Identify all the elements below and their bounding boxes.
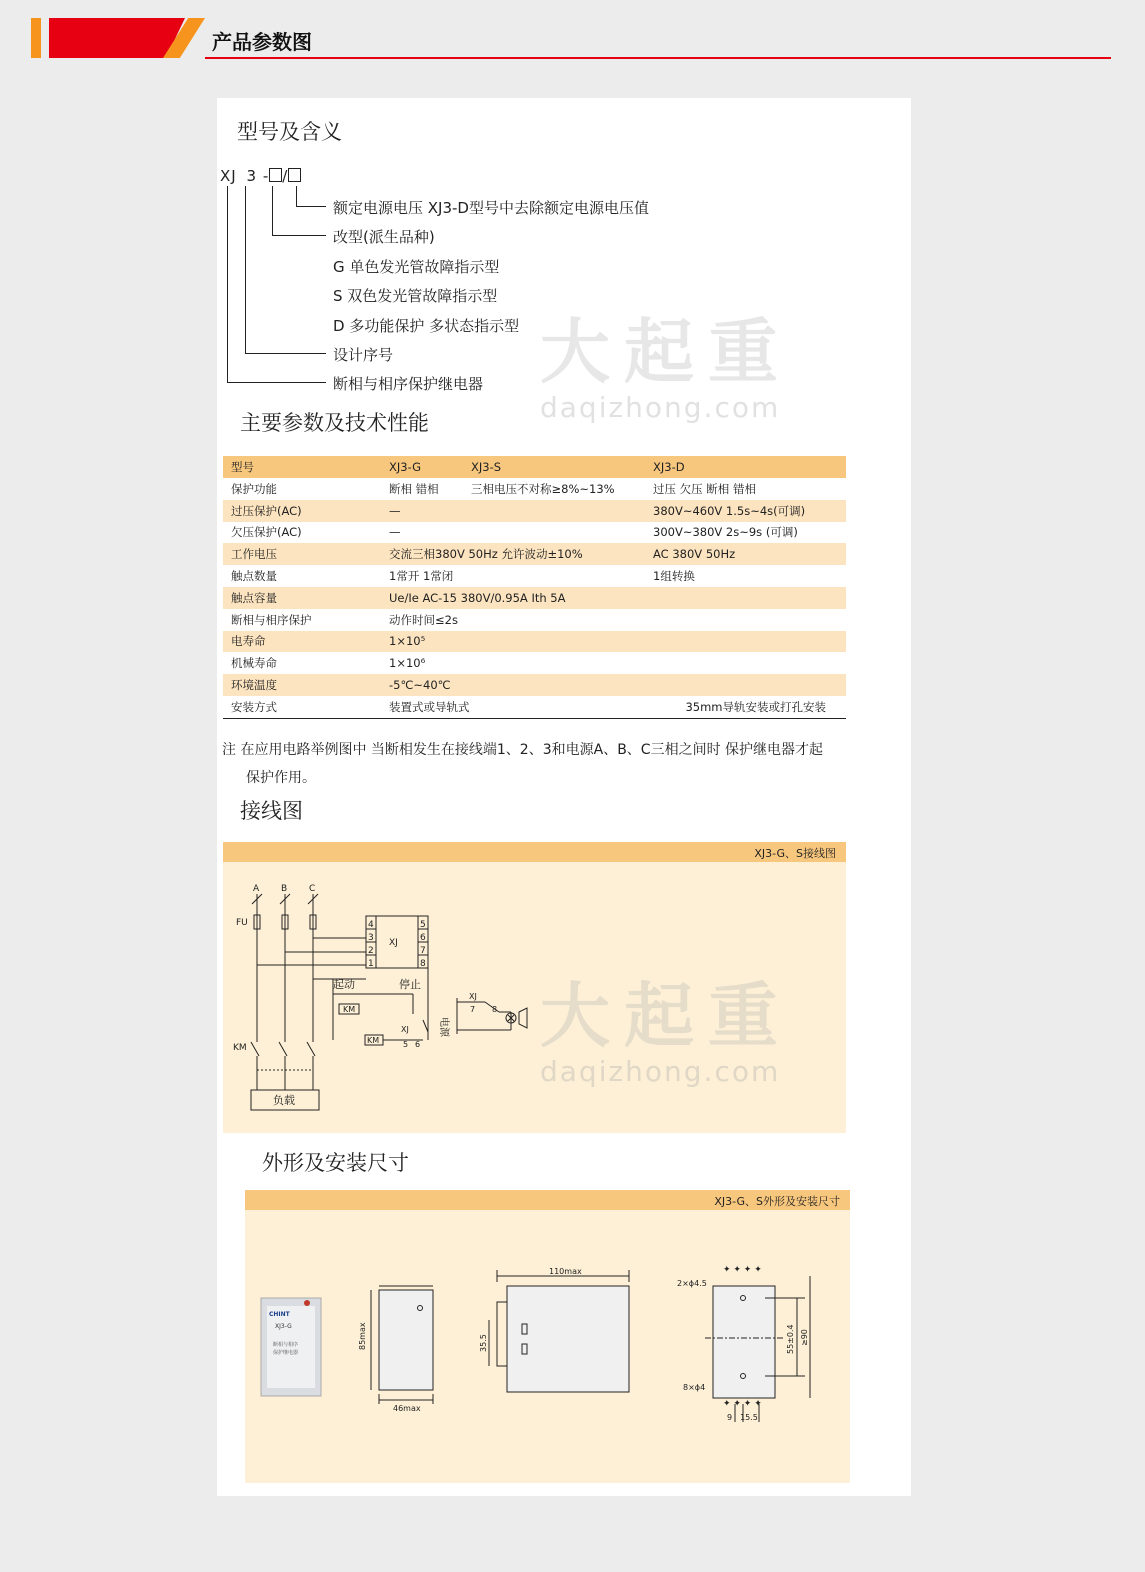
page-title: 产品参数图 [212,30,312,54]
table-cell [463,500,645,522]
dim-90: ≥90 [800,1329,809,1346]
table-row [223,631,846,653]
table-cell: Ue/Ie AC-15 380V/0.95A Ith 5A [381,587,846,609]
table-cell: -5℃~40℃ [381,674,846,696]
bracket-line [272,235,326,236]
xj-terminal-5: 5 [403,1040,409,1049]
dimensions-caption: XJ3-G、S外形及安装尺寸 [714,1195,840,1208]
dimensions-drawing [245,1190,850,1483]
dim-55: 55±0.4 [786,1324,795,1354]
parameter-table [223,456,846,719]
table-cell: 保护功能 [231,481,277,496]
product-model: XJ3-G [275,1323,292,1330]
xj-terminal-6: 6 [415,1040,421,1049]
xj-pin-label: 6 [420,933,426,943]
table-cell: 机械寿命 [231,656,277,671]
product-brand: CHINT [269,1311,290,1318]
product-desc-1: 断相与相序 [273,1342,299,1348]
table-cell: 交流三相380V 50Hz 允许波动±10% [381,543,645,565]
table-cell: 1组转换 [653,569,695,584]
svg-text:✦ ✦ ✦ ✦: ✦ ✦ ✦ ✦ [723,1399,762,1409]
wiring-diagram [223,842,846,1133]
table-row [223,565,846,587]
table-header-cell: XJ3-S [463,456,645,478]
svg-text:✦ ✦ ✦ ✦: ✦ ✦ ✦ ✦ [723,1265,762,1275]
bracket-line [296,206,326,207]
header-accent-red [49,18,185,58]
xj-pin-label: 8 [420,959,426,969]
xj-pin-label: 4 [368,920,374,930]
table-cell: 过压 欠压 断相 错相 [653,481,756,496]
watermark-cn: 大起重 [540,975,792,1057]
model-code-box-2 [288,168,301,182]
watermark-en: daqizhong.com [540,391,781,424]
table-cell: 装置式或导轨式 [381,696,645,718]
table-row [223,587,846,609]
xj-pin-label: 3 [368,933,374,943]
model-code-dash: - [262,167,270,185]
km-coil-label: KM [367,1036,380,1045]
model-code-number: 3 [246,167,258,185]
bracket-line [227,382,326,383]
table-cell: 环境温度 [223,674,381,696]
model-code-box-1 [269,168,282,182]
model-label: D 多功能保护 多状态指示型 [333,317,520,335]
note-line-1: 注 在应用电路举例图中 当断相发生在接线端1、2、3和电源A、B、C三相之间时 保护继电器才起 [222,742,824,758]
table-header-row [223,456,846,478]
table-cell: 三相电压不对称≥8%~13% [471,481,615,496]
table-header-cell: XJ3-G [381,456,463,478]
table-cell: 380V~460V 1.5s~4s(可调) [645,500,846,522]
xj-pin-label: 7 [420,946,426,956]
dim-hole-2: 2×ϕ4.5 [677,1279,707,1288]
table-cell: 电寿命 [223,631,381,653]
bracket-line [245,353,326,354]
wiring-diagram-caption: XJ3-G、S接线图 [754,847,836,860]
xj-contact-label: XJ [401,1025,409,1034]
xj-label: XJ [389,938,398,948]
table-cell: — [381,500,463,522]
wiring-schematic [223,842,846,1133]
table-row [223,652,846,674]
header-accent-orange [31,18,41,58]
dim-85max: 85max [358,1322,367,1350]
section-title-model: 型号及含义 [237,120,342,144]
table-cell: 300V~380V 2s~9s (可调) [653,525,798,540]
model-code [220,167,301,185]
table-row [223,609,846,631]
table-header-cell: XJ3-D [645,456,846,478]
page-header [0,0,1145,64]
table-header-cell: 型号 [223,456,381,478]
table-cell: 断相与相序保护 [231,612,312,627]
model-label: 设计序号 [333,346,394,364]
table-row [223,500,846,522]
table-cell: 1×10⁵ [381,631,846,653]
model-code-prefix: XJ [220,167,237,185]
header-rule [205,57,1111,59]
dim-46max: 46max [393,1404,421,1413]
table-cell: 触点容量 [223,587,381,609]
phase-label-a: A [253,884,260,894]
power-label: 电源 [438,1017,449,1037]
table-row [223,543,846,565]
phase-label-b: B [281,884,288,894]
phase-label-c: C [309,884,316,894]
table-cell: 过压保护(AC) [223,500,381,522]
model-label: G 单色发光管故障指示型 [333,258,500,276]
load-label: 负载 [273,1094,295,1107]
dimensions-diagram [245,1190,850,1483]
table-row [223,674,846,696]
start-label: 起动 [333,978,355,991]
table-cell: 断相 错相 [389,481,439,496]
watermark-en: daqizhong.com [540,1055,781,1088]
xj-pin-label: 2 [368,946,374,956]
table-cell [463,522,645,544]
model-label: 额定电源电压 XJ3-D型号中去除额定电源电压值 [333,199,649,217]
km-coil-label: KM [343,1005,356,1014]
table-row [223,522,846,544]
bracket-line [272,186,273,235]
table-cell: 欠压保护(AC) [231,525,302,540]
model-label: 改型(派生品种) [333,228,435,246]
watermark-cn: 大起重 [540,311,792,393]
table-cell: 35mm导轨安装或打孔安装 [645,696,846,718]
model-label: 断相与相序保护继电器 [333,375,484,393]
xj-pin-label: 1 [368,959,374,969]
xj-terminal-7: 7 [470,1005,476,1014]
section-title-params: 主要参数及技术性能 [240,411,429,435]
table-cell: 1×10⁶ [389,656,426,671]
table-cell: 动作时间≤2s [389,612,458,627]
table-cell: AC 380V 50Hz [645,543,846,565]
bracket-line [227,186,228,382]
table-cell: 1常开 1常闭 [389,569,454,584]
xj-output-label: XJ [469,992,477,1001]
xj-terminal-8: 8 [492,1005,498,1014]
table-cell: 安装方式 [223,696,381,718]
table-cell: 工作电压 [223,543,381,565]
dim-15-5: 15.5 [740,1413,758,1422]
table-cell: 触点数量 [231,569,277,584]
bracket-line [245,186,246,353]
stop-label: 停止 [399,978,421,991]
note-line-2: 保护作用。 [246,770,316,786]
xj-pin-label: 5 [420,920,426,930]
table-cell: — [389,525,401,540]
dim-110max: 110max [549,1267,582,1276]
product-desc-2: 保护继电器 [273,1350,299,1356]
fuse-label: FU [236,918,248,928]
section-title-dims: 外形及安装尺寸 [262,1151,409,1175]
table-row [223,696,846,718]
bracket-line [296,186,297,206]
model-code-slash: / [282,167,289,185]
section-title-wiring: 接线图 [240,799,303,823]
product-photo [261,1298,321,1396]
km-main-label: KM [233,1043,247,1053]
table-row [223,478,846,500]
dim-9: 9 [727,1413,733,1422]
model-label: S 双色发光管故障指示型 [333,287,498,305]
dim-35-5: 35.5 [479,1334,488,1352]
dim-hole-8: 8×ϕ4 [683,1383,706,1392]
